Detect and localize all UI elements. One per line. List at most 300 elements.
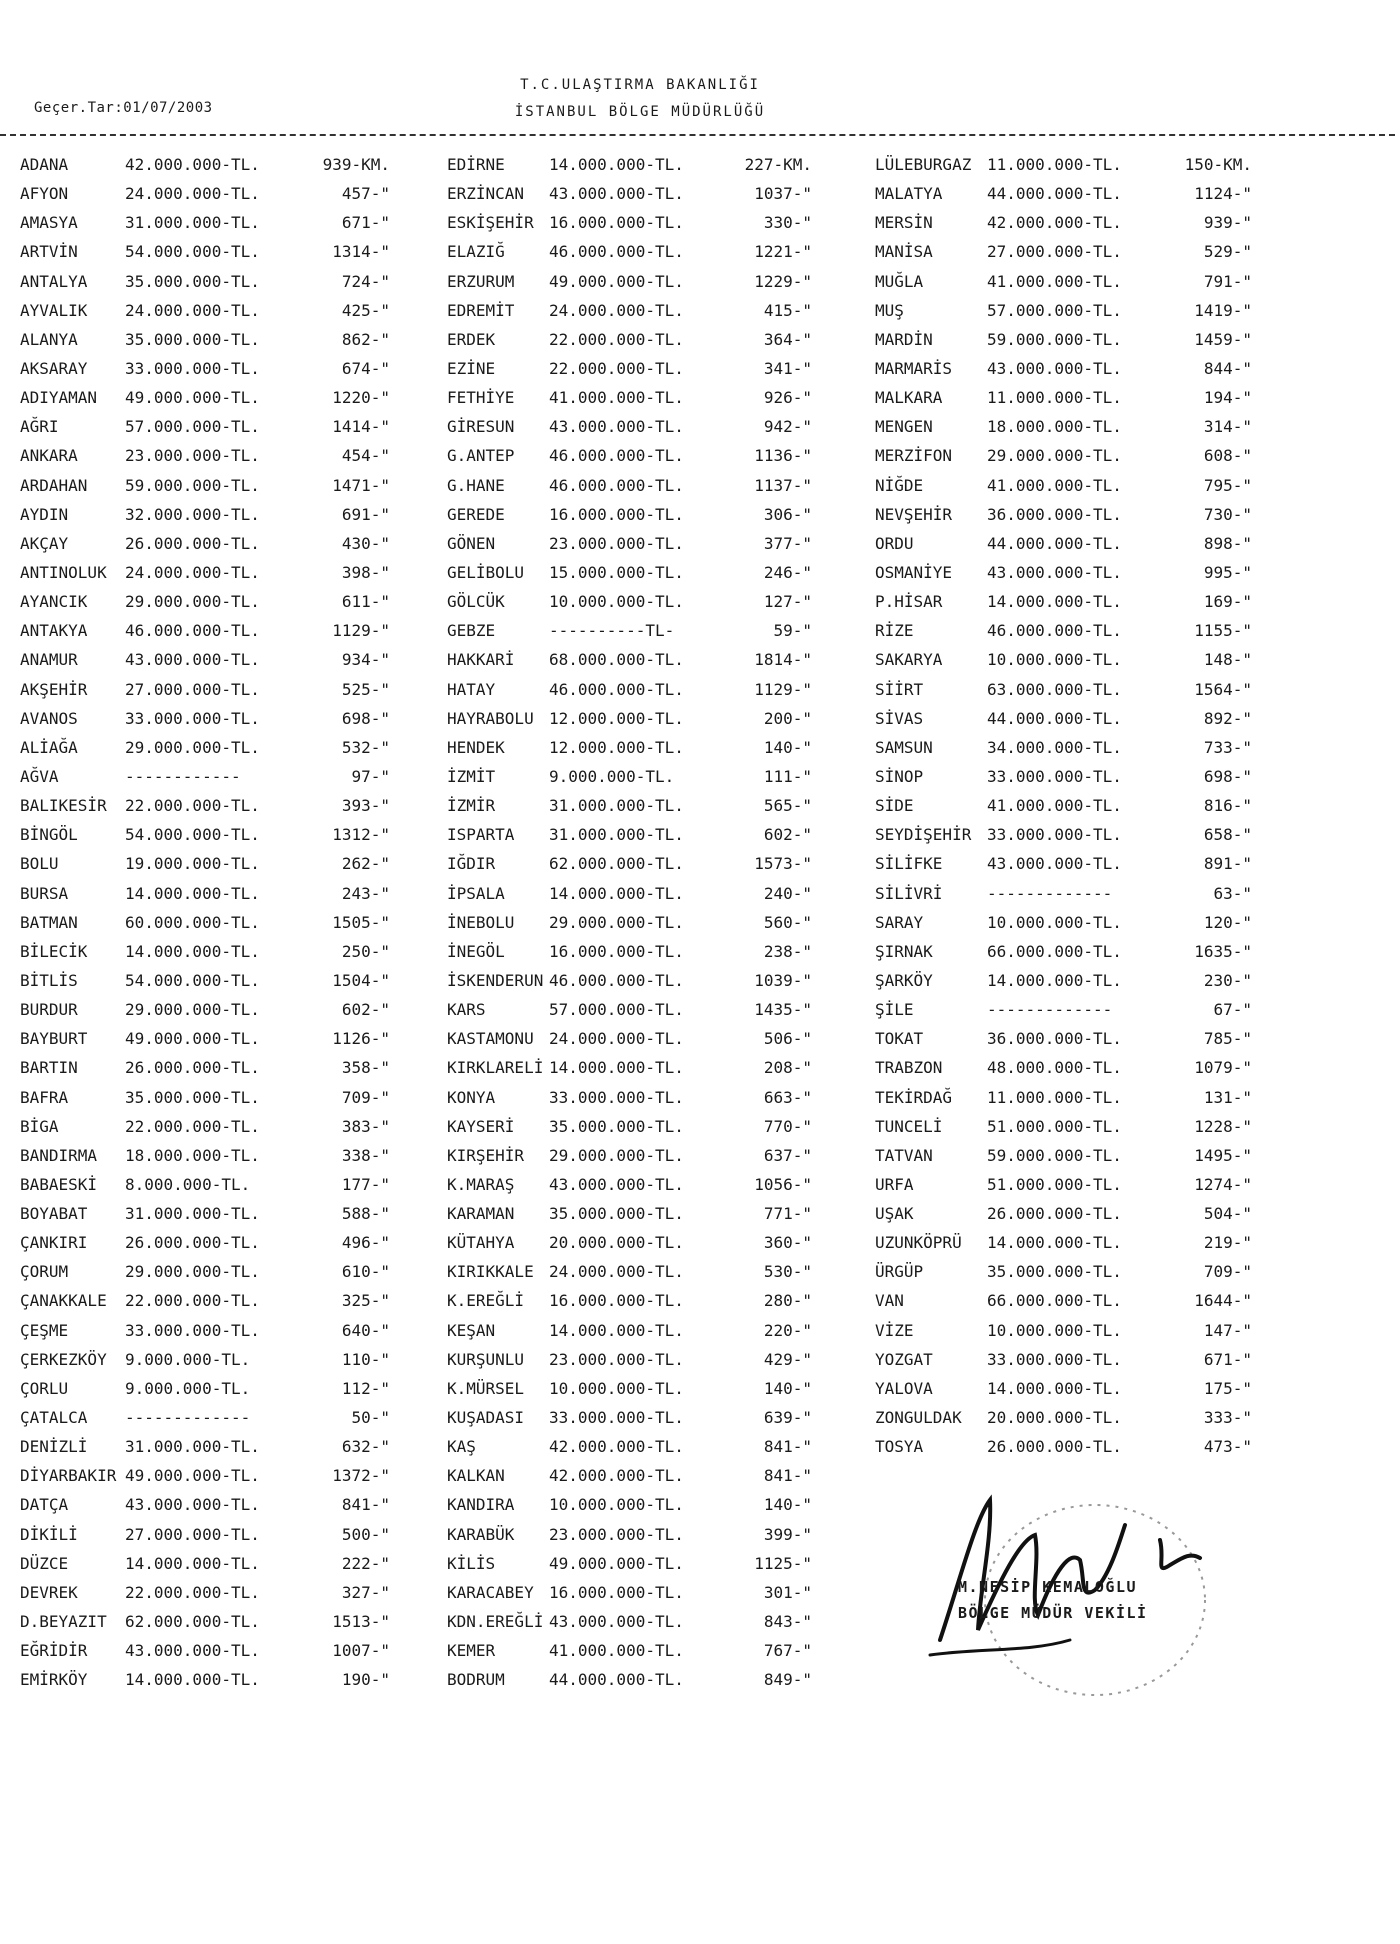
distance-km: 1814-" <box>754 650 812 670</box>
fare-price: 18.000.000-TL. <box>987 417 1122 437</box>
table-row <box>20 1316 390 1345</box>
fare-price: 44.000.000-TL. <box>987 533 1122 553</box>
city-name: KAYSERİ <box>447 1116 515 1136</box>
city-name: ÇORLU <box>20 1378 69 1398</box>
distance-km: 131-" <box>1203 1087 1252 1107</box>
distance-km: 341-" <box>763 358 812 378</box>
distance-km: 709-" <box>341 1087 390 1107</box>
fare-price: 20.000.000-TL. <box>987 1408 1122 1428</box>
city-name: AKÇAY <box>20 533 69 553</box>
table-row <box>20 704 390 733</box>
price-column-3 <box>875 150 1252 1461</box>
table-row <box>875 179 1252 208</box>
distance-km: 219-" <box>1203 1233 1252 1253</box>
distance-km: 230-" <box>1203 970 1252 990</box>
city-name: İPSALA <box>447 883 505 903</box>
fare-price: 44.000.000-TL. <box>987 708 1122 728</box>
fare-price: 12.000.000-TL. <box>549 737 684 757</box>
fare-price: 10.000.000-TL. <box>987 1320 1122 1340</box>
signatory-title: BÖLGE MÜDÜR VEKİLİ <box>958 1604 1148 1622</box>
table-row <box>447 616 812 645</box>
fare-price: 23.000.000-TL. <box>549 533 684 553</box>
distance-km: 169-" <box>1203 592 1252 612</box>
distance-km: 1137-" <box>754 475 812 495</box>
distance-km: 1039-" <box>754 970 812 990</box>
distance-km: 939-" <box>1203 213 1252 233</box>
fare-price: 22.000.000-TL. <box>125 796 260 816</box>
fare-price: 36.000.000-TL. <box>987 504 1122 524</box>
city-name: BURDUR <box>20 1000 78 1020</box>
fare-price: 57.000.000-TL. <box>549 1000 684 1020</box>
table-row <box>875 208 1252 237</box>
city-name: İSKENDERUN <box>447 970 544 990</box>
city-name: BALIKESİR <box>20 796 107 816</box>
table-row <box>447 1549 812 1578</box>
fare-price: 33.000.000-TL. <box>549 1408 684 1428</box>
fare-price: ------------- <box>987 1000 1113 1020</box>
city-name: ERZURUM <box>447 271 515 291</box>
city-name: ANTINOLUK <box>20 562 107 582</box>
fare-price: 14.000.000-TL. <box>125 883 260 903</box>
distance-km: 632-" <box>341 1437 390 1457</box>
table-row <box>447 587 812 616</box>
distance-km: 222-" <box>341 1553 390 1573</box>
table-row <box>447 762 812 791</box>
fare-price: 42.000.000-TL. <box>125 155 260 174</box>
table-row <box>20 616 390 645</box>
distance-km: 942-" <box>763 417 812 437</box>
city-name: URFA <box>875 1174 914 1194</box>
city-name: DEVREK <box>20 1582 78 1602</box>
city-name: BARTIN <box>20 1058 78 1078</box>
directorate-title: İSTANBUL BÖLGE MÜDÜRLÜĞÜ <box>514 104 766 120</box>
table-row <box>20 1112 390 1141</box>
distance-km: 1079-" <box>1194 1058 1252 1078</box>
table-row <box>20 237 390 266</box>
fare-price: 15.000.000-TL. <box>549 562 684 582</box>
fare-price: 33.000.000-TL. <box>987 766 1122 786</box>
city-name: UŞAK <box>875 1204 914 1224</box>
fare-price: 24.000.000-TL. <box>549 1029 684 1049</box>
city-name: MARMARİS <box>875 358 953 378</box>
table-row <box>20 500 390 529</box>
fare-price: 14.000.000-TL. <box>549 883 684 903</box>
fare-price: 62.000.000-TL. <box>549 854 684 874</box>
table-row <box>875 791 1252 820</box>
distance-km: 1007-" <box>332 1641 390 1661</box>
fare-price: 33.000.000-TL. <box>987 825 1122 845</box>
fare-price: 14.000.000-TL. <box>125 1670 260 1690</box>
fare-price: 43.000.000-TL. <box>549 1612 684 1632</box>
fare-price: ------------ <box>125 766 241 786</box>
table-row <box>20 179 390 208</box>
city-name: BABAESKİ <box>20 1174 98 1194</box>
city-name: MALATYA <box>875 184 943 204</box>
distance-km: 1129-" <box>332 621 390 641</box>
city-name: GELİBOLU <box>447 562 525 582</box>
table-row <box>20 1141 390 1170</box>
distance-km: 50-" <box>351 1408 390 1428</box>
fare-price: 54.000.000-TL. <box>125 242 260 262</box>
fare-price: 42.000.000-TL. <box>987 213 1122 233</box>
city-name: EDREMİT <box>447 300 515 320</box>
city-name: KUŞADASI <box>447 1408 525 1428</box>
fare-price: 29.000.000-TL. <box>987 446 1122 466</box>
fare-price: 33.000.000-TL. <box>125 1320 260 1340</box>
distance-km: 1644-" <box>1194 1291 1252 1311</box>
fare-price: 46.000.000-TL. <box>125 621 260 641</box>
fare-price: 29.000.000-TL. <box>125 1000 260 1020</box>
table-row <box>447 995 812 1024</box>
city-name: DİKİLİ <box>20 1524 78 1544</box>
distance-km: 330-" <box>763 213 812 233</box>
distance-km: 325-" <box>341 1291 390 1311</box>
table-row <box>447 237 812 266</box>
distance-km: 939-KM. <box>322 155 390 174</box>
table-row <box>875 762 1252 791</box>
city-name: D.BEYAZIT <box>20 1612 107 1632</box>
distance-km: 560-" <box>763 912 812 932</box>
city-name: KASTAMONU <box>447 1029 534 1049</box>
distance-km: 691-" <box>341 504 390 524</box>
fare-price: 24.000.000-TL. <box>125 184 260 204</box>
distance-km: 150-KM. <box>1184 155 1252 174</box>
fare-price: 23.000.000-TL. <box>549 1349 684 1369</box>
fare-price: 31.000.000-TL. <box>125 1437 260 1457</box>
city-name: ISPARTA <box>447 825 515 845</box>
distance-km: 771-" <box>763 1204 812 1224</box>
fare-price: 68.000.000-TL. <box>549 650 684 670</box>
city-name: ARTVİN <box>20 242 78 262</box>
fare-price: 32.000.000-TL. <box>125 504 260 524</box>
distance-km: 724-" <box>341 271 390 291</box>
fare-price: 36.000.000-TL. <box>987 1029 1122 1049</box>
table-row <box>875 1170 1252 1199</box>
distance-km: 227-KM. <box>744 155 812 174</box>
city-name: ANTALYA <box>20 271 88 291</box>
table-row <box>447 412 812 441</box>
distance-km: 140-" <box>763 1378 812 1398</box>
distance-km: 525-" <box>341 679 390 699</box>
city-name: OSMANİYE <box>875 562 953 582</box>
city-name: KIRIKKALE <box>447 1262 534 1282</box>
fare-price: 46.000.000-TL. <box>549 970 684 990</box>
distance-km: 314-" <box>1203 417 1252 437</box>
city-name: VİZE <box>875 1320 914 1340</box>
distance-km: 1056-" <box>754 1174 812 1194</box>
distance-km: 730-" <box>1203 504 1252 524</box>
city-name: SİİRT <box>875 679 924 699</box>
distance-km: 383-" <box>341 1116 390 1136</box>
distance-km: 1564-" <box>1194 679 1252 699</box>
distance-km: 995-" <box>1203 562 1252 582</box>
fare-price: 41.000.000-TL. <box>549 388 684 408</box>
distance-km: 333-" <box>1203 1408 1252 1428</box>
city-name: KALKAN <box>447 1466 505 1486</box>
city-name: ORDU <box>875 533 914 553</box>
table-row <box>875 237 1252 266</box>
city-name: GEBZE <box>447 621 496 641</box>
distance-km: 611-" <box>341 592 390 612</box>
table-row <box>447 791 812 820</box>
table-row <box>20 675 390 704</box>
city-name: IĞDIR <box>447 854 496 874</box>
fare-price: 9.000.000-TL. <box>125 1349 251 1369</box>
fare-price: 31.000.000-TL. <box>549 796 684 816</box>
city-name: ZONGULDAK <box>875 1408 962 1428</box>
city-name: MUŞ <box>875 300 904 320</box>
fare-price: 66.000.000-TL. <box>987 1291 1122 1311</box>
table-row <box>447 529 812 558</box>
distance-km: 500-" <box>341 1524 390 1544</box>
city-name: TUNCELİ <box>875 1116 943 1136</box>
distance-km: 306-" <box>763 504 812 524</box>
fare-price: 27.000.000-TL. <box>125 679 260 699</box>
table-row <box>875 325 1252 354</box>
table-row <box>447 1520 812 1549</box>
city-name: KDN.EREĞLİ <box>447 1612 544 1632</box>
table-row <box>447 208 812 237</box>
table-row <box>875 645 1252 674</box>
distance-km: 496-" <box>341 1233 390 1253</box>
city-name: ÇEŞME <box>20 1320 69 1340</box>
table-row <box>875 1345 1252 1374</box>
city-name: ALİAĞA <box>20 737 78 757</box>
distance-km: 177-" <box>341 1174 390 1194</box>
table-row <box>447 1636 812 1665</box>
city-name: ALANYA <box>20 329 78 349</box>
distance-km: 140-" <box>763 737 812 757</box>
city-name: ÜRGÜP <box>875 1262 924 1282</box>
fare-price: 22.000.000-TL. <box>125 1291 260 1311</box>
table-row <box>20 471 390 500</box>
fare-price: 16.000.000-TL. <box>549 504 684 524</box>
city-name: AKSARAY <box>20 358 88 378</box>
city-name: SAKARYA <box>875 650 943 670</box>
fare-price: 41.000.000-TL. <box>987 271 1122 291</box>
fare-price: 16.000.000-TL. <box>549 213 684 233</box>
city-name: ÇANAKKALE <box>20 1291 107 1311</box>
city-name: EĞRİDİR <box>20 1641 88 1661</box>
fare-price: 24.000.000-TL. <box>125 300 260 320</box>
table-row <box>20 267 390 296</box>
city-name: NİĞDE <box>875 475 924 495</box>
city-name: AYANCIK <box>20 592 88 612</box>
distance-km: 127-" <box>763 592 812 612</box>
table-row <box>875 704 1252 733</box>
table-row <box>875 383 1252 412</box>
fare-price: 26.000.000-TL. <box>987 1437 1122 1457</box>
city-name: HAKKARİ <box>447 650 515 670</box>
city-name: TATVAN <box>875 1145 933 1165</box>
fare-price: 14.000.000-TL. <box>987 1233 1122 1253</box>
distance-km: 1228-" <box>1194 1116 1252 1136</box>
distance-km: 364-" <box>763 329 812 349</box>
fare-price: 35.000.000-TL. <box>125 1087 260 1107</box>
distance-km: 843-" <box>763 1612 812 1632</box>
distance-km: 358-" <box>341 1058 390 1078</box>
fare-price: 49.000.000-TL. <box>549 271 684 291</box>
table-row <box>875 1024 1252 1053</box>
fare-price: 35.000.000-TL. <box>987 1262 1122 1282</box>
distance-km: 240-" <box>763 883 812 903</box>
distance-km: 1573-" <box>754 854 812 874</box>
city-name: G.HANE <box>447 475 505 495</box>
fare-price: 46.000.000-TL. <box>549 446 684 466</box>
distance-km: 1125-" <box>754 1553 812 1573</box>
table-row <box>447 1083 812 1112</box>
table-row <box>20 1607 390 1636</box>
distance-km: 506-" <box>763 1029 812 1049</box>
table-row <box>447 1665 812 1694</box>
fare-price: 16.000.000-TL. <box>549 1582 684 1602</box>
distance-km: 1314-" <box>332 242 390 262</box>
city-name: P.HİSAR <box>875 592 943 612</box>
city-name: BİNGÖL <box>20 825 78 845</box>
distance-km: 1155-" <box>1194 621 1252 641</box>
table-row <box>447 1286 812 1315</box>
distance-km: 112-" <box>341 1378 390 1398</box>
fare-price: 63.000.000-TL. <box>987 679 1122 699</box>
distance-km: 1459-" <box>1194 329 1252 349</box>
fare-price: 43.000.000-TL. <box>987 854 1122 874</box>
city-name: BODRUM <box>447 1670 505 1690</box>
fare-price: 43.000.000-TL. <box>549 184 684 204</box>
table-row <box>447 1112 812 1141</box>
fare-price: 43.000.000-TL. <box>549 417 684 437</box>
table-row <box>875 1053 1252 1082</box>
fare-price: 66.000.000-TL. <box>987 941 1122 961</box>
distance-km: 415-" <box>763 300 812 320</box>
fare-price: 31.000.000-TL. <box>125 213 260 233</box>
city-name: ANKARA <box>20 446 78 466</box>
fare-price: 9.000.000-TL. <box>125 1378 251 1398</box>
fare-price: 33.000.000-TL. <box>549 1087 684 1107</box>
city-name: ŞIRNAK <box>875 941 933 961</box>
distance-km: 473-" <box>1203 1437 1252 1457</box>
distance-km: 602-" <box>763 825 812 845</box>
fare-price: 12.000.000-TL. <box>549 708 684 728</box>
fare-price: 41.000.000-TL. <box>549 1641 684 1661</box>
table-row <box>20 1549 390 1578</box>
fare-price: 60.000.000-TL. <box>125 912 260 932</box>
distance-km: 147-" <box>1203 1320 1252 1340</box>
fare-price: ------------- <box>987 883 1113 903</box>
city-name: BAYBURT <box>20 1029 88 1049</box>
fare-price: 42.000.000-TL. <box>549 1437 684 1457</box>
city-name: İNEGÖL <box>447 941 505 961</box>
table-row <box>875 1432 1252 1461</box>
city-name: SEYDİŞEHİR <box>875 825 972 845</box>
fare-price: 8.000.000-TL. <box>125 1174 251 1194</box>
distance-km: 1635-" <box>1194 941 1252 961</box>
table-row <box>875 1257 1252 1286</box>
city-name: MANİSA <box>875 242 933 262</box>
table-row <box>447 267 812 296</box>
fare-price: 16.000.000-TL. <box>549 941 684 961</box>
table-row <box>447 471 812 500</box>
fare-price: 22.000.000-TL. <box>549 329 684 349</box>
table-row <box>447 645 812 674</box>
table-row <box>20 1403 390 1432</box>
distance-km: 175-" <box>1203 1378 1252 1398</box>
table-row <box>447 1432 812 1461</box>
city-name: MALKARA <box>875 388 943 408</box>
table-row <box>447 820 812 849</box>
city-name: ŞARKÖY <box>875 970 933 990</box>
fare-price: 33.000.000-TL. <box>125 358 260 378</box>
table-row <box>20 1228 390 1257</box>
table-row <box>875 587 1252 616</box>
signatory-name: M.NESİP KEMALOĞLU <box>958 1578 1138 1596</box>
table-row <box>875 733 1252 762</box>
table-row <box>875 820 1252 849</box>
distance-km: 891-" <box>1203 854 1252 874</box>
table-row <box>20 995 390 1024</box>
distance-km: 785-" <box>1203 1029 1252 1049</box>
fare-price: 59.000.000-TL. <box>987 329 1122 349</box>
table-row <box>20 820 390 849</box>
distance-km: 59-" <box>773 621 812 641</box>
distance-km: 1136-" <box>754 446 812 466</box>
distance-km: 1037-" <box>754 184 812 204</box>
distance-km: 934-" <box>341 650 390 670</box>
fare-price: 10.000.000-TL. <box>549 1378 684 1398</box>
fare-price: 26.000.000-TL. <box>125 1058 260 1078</box>
city-name: İZMİT <box>447 766 496 786</box>
city-name: LÜLEBURGAZ <box>875 155 972 174</box>
city-name: EDİRNE <box>447 155 505 174</box>
table-row <box>875 1403 1252 1432</box>
city-name: ARDAHAN <box>20 475 88 495</box>
fare-price: 43.000.000-TL. <box>987 562 1122 582</box>
table-row <box>875 441 1252 470</box>
distance-km: 849-" <box>763 1670 812 1690</box>
fare-price: 48.000.000-TL. <box>987 1058 1122 1078</box>
distance-km: 671-" <box>1203 1349 1252 1369</box>
distance-km: 67-" <box>1213 1000 1252 1020</box>
distance-km: 148-" <box>1203 650 1252 670</box>
table-row <box>447 1257 812 1286</box>
table-row <box>20 645 390 674</box>
table-row <box>20 966 390 995</box>
distance-km: 862-" <box>341 329 390 349</box>
table-row <box>20 587 390 616</box>
city-name: K.MÜRSEL <box>447 1378 525 1398</box>
distance-km: 663-" <box>763 1087 812 1107</box>
distance-km: 1513-" <box>332 1612 390 1632</box>
distance-km: 674-" <box>341 358 390 378</box>
fare-price: 24.000.000-TL. <box>125 562 260 582</box>
table-row <box>20 383 390 412</box>
distance-km: 301-" <box>763 1582 812 1602</box>
table-row <box>875 471 1252 500</box>
distance-km: 1414-" <box>332 417 390 437</box>
fare-price: 35.000.000-TL. <box>549 1204 684 1224</box>
fare-price: 10.000.000-TL. <box>549 1495 684 1515</box>
fare-price: 43.000.000-TL. <box>125 650 260 670</box>
distance-km: 791-" <box>1203 271 1252 291</box>
distance-km: 816-" <box>1203 796 1252 816</box>
table-row <box>447 1403 812 1432</box>
table-row <box>20 849 390 878</box>
distance-km: 399-" <box>763 1524 812 1544</box>
distance-km: 110-" <box>341 1349 390 1369</box>
distance-km: 120-" <box>1203 912 1252 932</box>
city-name: KURŞUNLU <box>447 1349 525 1369</box>
fare-price: 27.000.000-TL. <box>987 242 1122 262</box>
distance-km: 770-" <box>763 1116 812 1136</box>
